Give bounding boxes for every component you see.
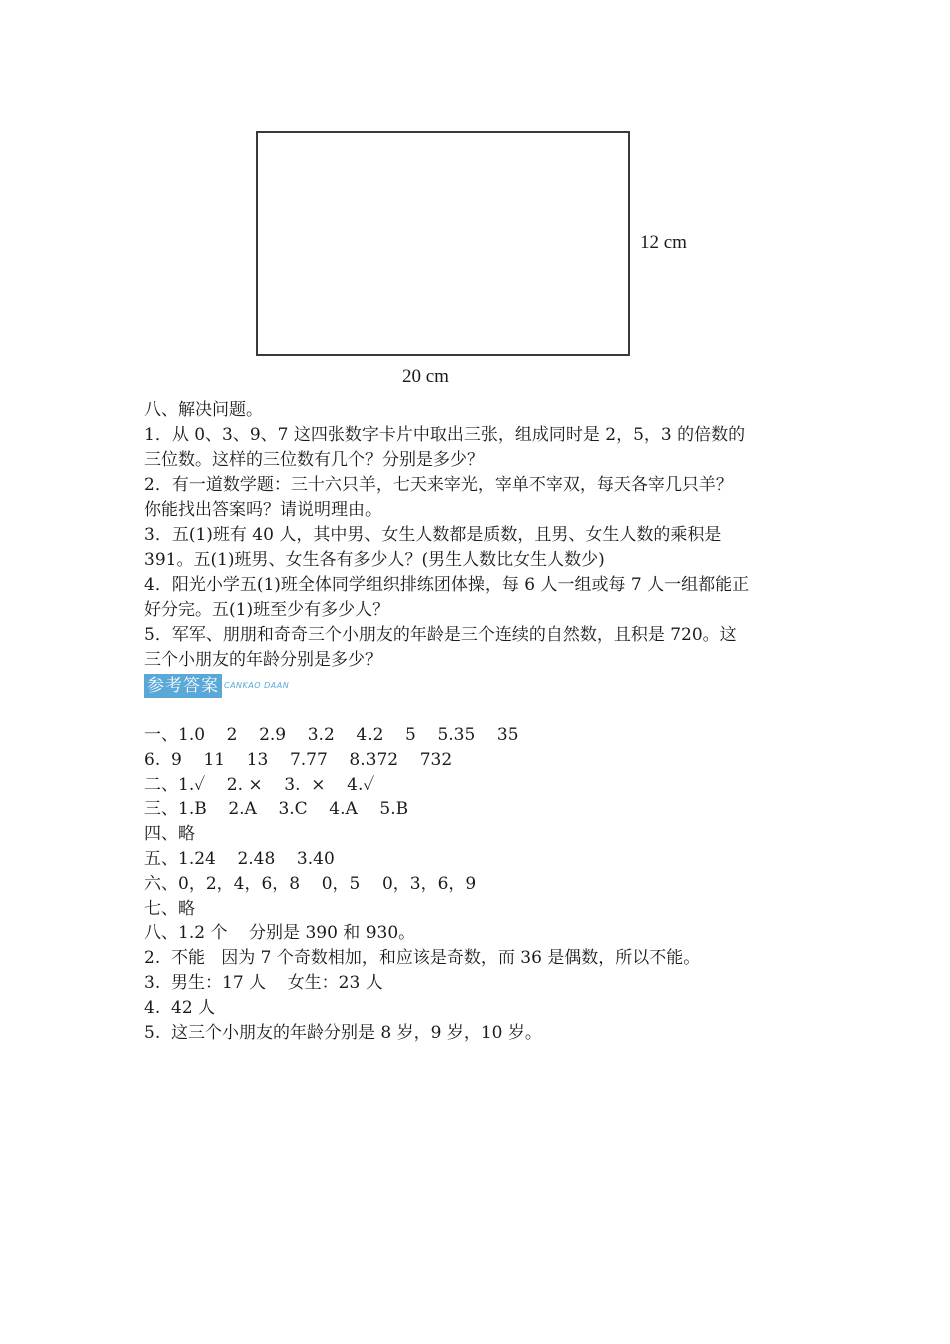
answer-line: 八、1.2 个 分别是 390 和 930。 <box>144 923 416 944</box>
answer-line: 3. 男生：17 人 女生：23 人 <box>144 972 383 993</box>
section-8-title: 八、解决问题。 <box>144 400 263 420</box>
answer-badge-sub: CANKAO DAAN <box>224 681 290 690</box>
rectangle-shape <box>256 131 630 356</box>
answer-badge-label: 参考答案 <box>144 674 222 698</box>
question-line: 1．从 0、3、9、7 这四张数字卡片中取出三张，组成同时是 2，5，3 的倍数的 <box>144 425 746 445</box>
question-line: 2．有一道数学题：三十六只羊，七天来宰光，宰单不宰双，每天各宰几只羊？ <box>144 475 733 495</box>
answer-line: 6. 9 11 13 7.77 8.372 732 <box>144 749 453 770</box>
answer-line: 七、略 <box>144 898 195 919</box>
answer-line: 二、1.✓ 2. × 3. × 4.✓ <box>144 774 375 795</box>
answer-line: 三、1.B 2.A 3.C 4.A 5.B <box>144 799 409 820</box>
rectangle-figure <box>0 0 950 400</box>
question-line: 4．阳光小学五(1)班全体同学组织排练团体操，每 6 人一组或每 7 人一组都能正 <box>144 575 750 595</box>
document-content <box>144 398 808 1045</box>
question-line: 5．军军、朋朋和奇奇三个小朋友的年龄是三个连续的自然数，且积是 720。这 <box>144 625 737 645</box>
answer-line: 五、1.24 2.48 3.40 <box>144 848 335 869</box>
question-line: 391。五(1)班男、女生各有多少人？(男生人数比女生人数少) <box>144 550 605 570</box>
answer-line: 5. 这三个小朋友的年龄分别是 8 岁，9 岁，10 岁。 <box>144 1022 542 1043</box>
answer-line: 4. 42 人 <box>144 997 216 1018</box>
width-label: 20 cm <box>402 366 449 387</box>
question-line: 你能找出答案吗？请说明理由。 <box>144 500 382 520</box>
answer-line: 2. 不能 因为 7 个奇数相加，和应该是奇数，而 36 是偶数，所以不能。 <box>144 948 701 969</box>
question-line: 好分完。五(1)班至少有多少人？ <box>144 600 390 620</box>
answer-line: 一、1.0 2 2.9 3.2 4.2 5 5.35 35 <box>144 725 519 745</box>
height-label: 12 cm <box>640 232 687 253</box>
question-line: 三位数。这样的三位数有几个？分别是多少？ <box>144 450 484 470</box>
question-line: 三个小朋友的年龄分别是多少？ <box>144 650 382 670</box>
answer-line: 六、0，2，4，6，8 0，5 0，3，6，9 <box>144 873 477 894</box>
answer-line: 四、略 <box>144 824 195 845</box>
answer-badge <box>144 673 808 698</box>
question-line: 3．五(1)班有 40 人，其中男、女生人数都是质数，且男、女生人数的乘积是 <box>144 525 722 545</box>
